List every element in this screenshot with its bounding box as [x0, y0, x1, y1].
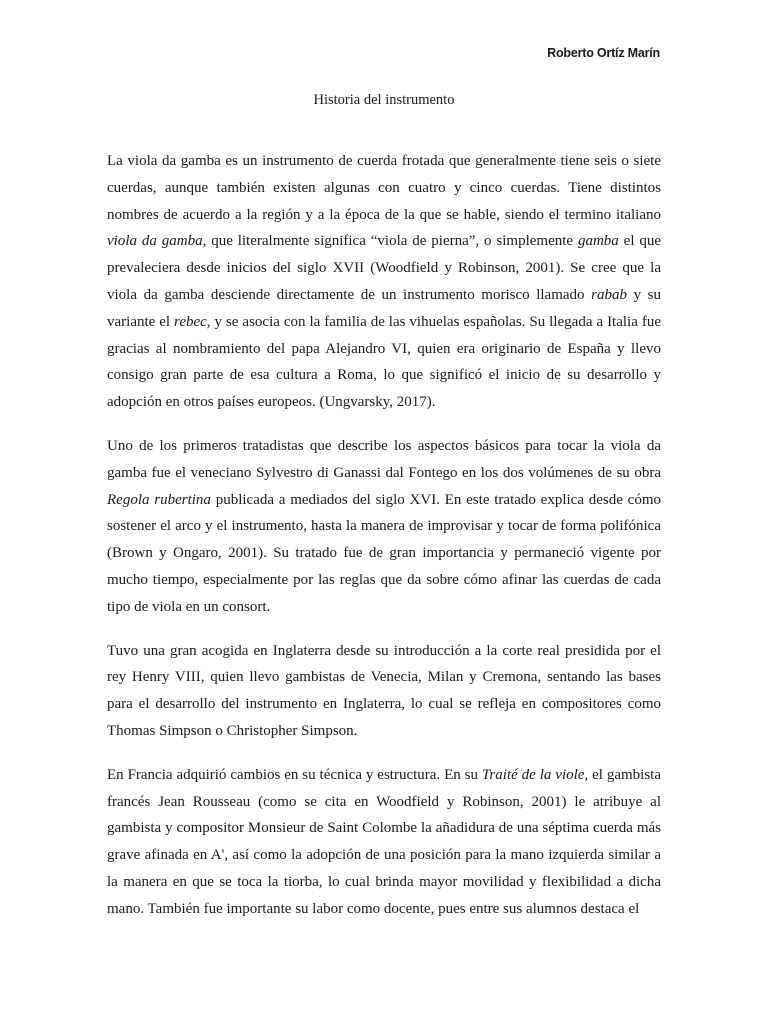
italic-term: gamba: [577, 233, 619, 250]
italic-term: Traité de la viole,: [481, 766, 589, 783]
italic-term: viola da gamba: [107, 233, 203, 250]
paragraph-4: [107, 762, 661, 923]
paragraph-2: [107, 433, 661, 621]
paragraph-text: En Francia adquirió cambios en su técnica y estructura. En su: [107, 766, 482, 783]
document-body: [107, 148, 661, 940]
page-title: Historia del instrumento: [313, 92, 455, 108]
italic-term: Regola rubertina: [107, 491, 211, 508]
italic-term: rabab: [591, 286, 627, 303]
paragraph-text: Uno de los primeros tratadistas que describe los aspectos básicos para tocar la viola da gamba fue el veneciano Sylvestro di Ganassi dal Fontego en los dos volúmenes de su obra: [107, 437, 661, 481]
italic-term: rebec,: [174, 313, 211, 330]
paragraph-text: , que literalmente significa “viola de pierna”, o simplemente: [202, 233, 578, 250]
paragraph-text: y se asocia con la familia de las vihuelas españolas. Su llegada a Italia fue gracias al nombramiento del papa Alejandro VI, quien era originario de España y llevo consigo gran parte de esa cultura a Roma, lo que significó el inicio de su desarrollo y adopción en otros países europeos. (Ungvarsky, 2017).: [107, 313, 661, 411]
paragraph-text: y su variante el: [107, 286, 661, 330]
author-name: Roberto Ortíz Marín: [547, 46, 660, 60]
paragraph-text: La viola da gamba es un instrumento de cuerda frotada que generalmente tiene seis o siete cuerdas, aunque también existen algunas con cuatro y cinco cuerdas. Tiene distintos nombres de acuerdo a la región y a la época de la que se hable, siendo el termino italiano: [107, 153, 661, 223]
paragraph-text: Tuvo una gran acogida en Inglaterra desde su introducción a la corte real presidida por el rey Henry VIII, quien llevo gambistas de Venecia, Milan y Cremona, sentando las bases para el desarrollo del instrumento en Inglaterra, lo cual se refleja en compositores como Thomas Simpson o Christopher Simpson.: [107, 642, 661, 739]
paragraph-1: [107, 148, 661, 416]
paragraph-3: [107, 638, 661, 745]
paragraph-text: el gambista francés Jean Rousseau (como se cita en Woodfield y Robinson, 2001) le atribuye al gambista y compositor Monsieur de Saint Colombe la añadidura de una séptima cuerda más grave afinada en A', así como la adopción de una posición para la mano izquierda similar a la manera en que se toca la tiorba, lo cual brinda mayor movilidad y flexibilidad a dicha mano. También fue importante su labor como docente, pues entre sus alumnos destaca el: [107, 766, 662, 917]
paragraph-text: el que prevaleciera desde inicios del siglo XVII (Woodfield y Robinson, 2001). Se cree que la viola da gamba desciende directamente de un instrumento morisco llamado: [107, 233, 662, 303]
paragraph-text: publicada a mediados del siglo XVI. En este tratado explica desde cómo sostener el arco y el instrumento, hasta la manera de improvisar y tocar de forma polifónica (Brown y Ongaro, 2001). Su tratado fue de gran importancia y permaneció vigente por mucho tiempo, especialmente por las reglas que da sobre cómo afinar las cuerdas de cada tipo de viola en un consort.: [107, 491, 662, 615]
